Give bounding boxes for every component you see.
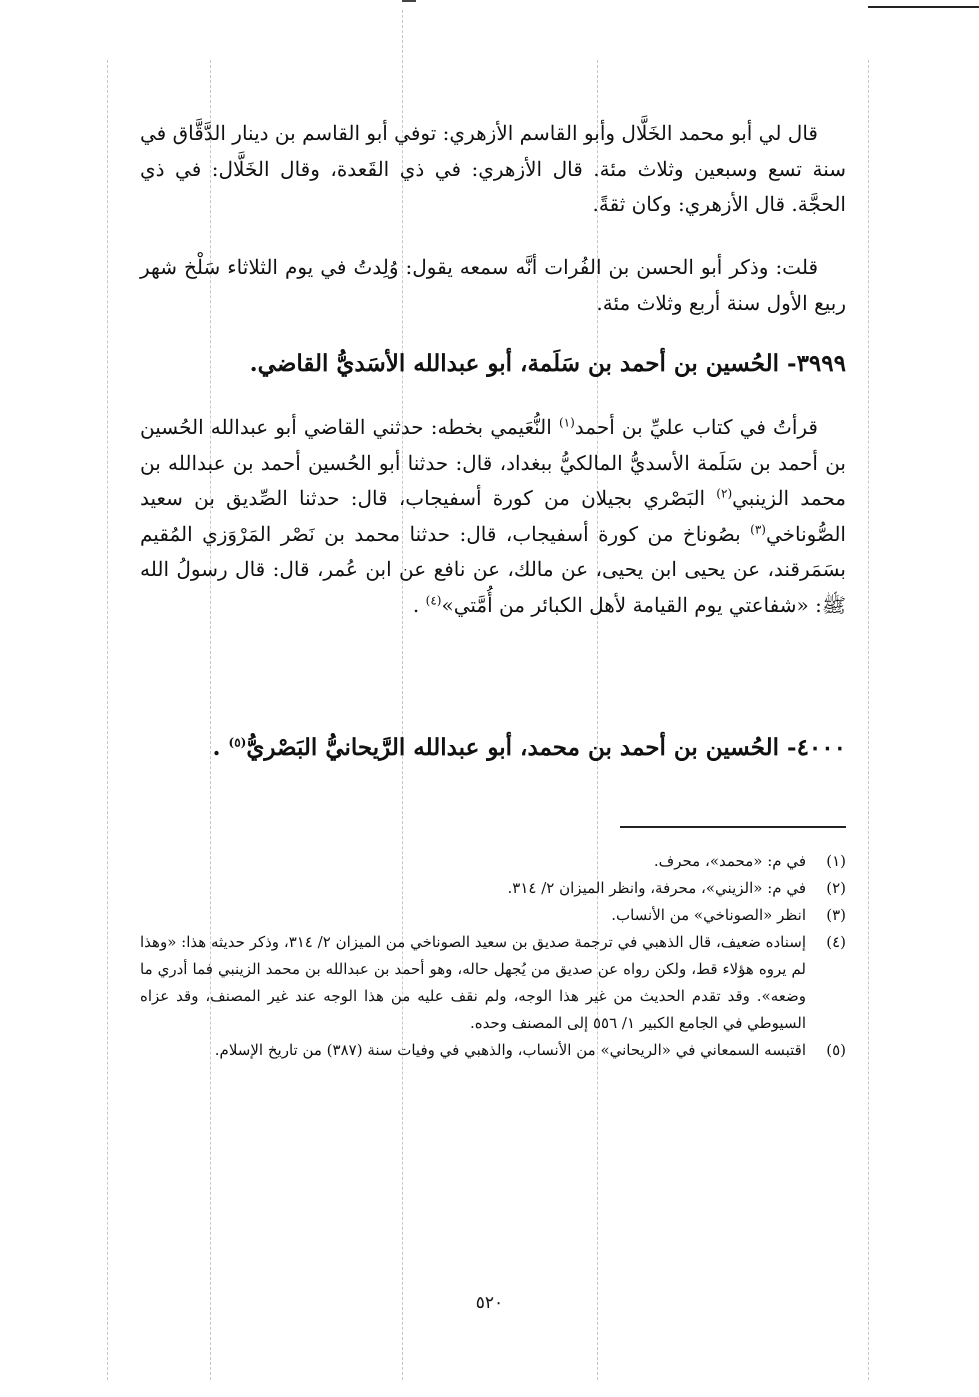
footnote-item xyxy=(140,902,846,929)
footnote-text: في م: «محمد»، محرف. xyxy=(653,852,806,870)
footnote-number: (٢) xyxy=(826,879,846,897)
entry-body-3999 xyxy=(140,410,846,623)
footnote-number: (١) xyxy=(826,852,846,870)
footnote-number: (٣) xyxy=(826,906,846,924)
scan-guide-line xyxy=(107,60,108,1380)
footnote-item xyxy=(140,1037,846,1064)
top-rule xyxy=(868,6,979,8)
footnote-number: (٥) xyxy=(826,1041,846,1059)
paragraph-birth-date: قلت: وذكر أبو الحسن بن الفُرات أنَّه سمعه يقول: وُلِدتُ في يوم الثلاثاء سَلْخ شهر ربيع الأول سنة أربع وثلاث مئة. xyxy=(140,255,846,315)
entry-text-segment: النُّعَيمي بخطه: حدثني القاضي أبو عبدالله الحُسين بن أحمد بن سَلَمة الأسديُّ المالكيُّ ببغداد، قال: حدثنا أبو الحُسين أحمد بن عبدالله بن محمد الزينبي xyxy=(140,415,846,510)
scan-mark xyxy=(402,0,416,2)
footnote-item xyxy=(140,848,846,875)
footnotes xyxy=(140,848,846,1064)
entry-text-segment: بصُوناخ من كورة أسفيجاب، قال: حدثنا محمد بن نَصْر المَرْوَزي المُقيم بسَمَرقند، عن يحيى ابن يحيى، عن مالك، عن نافع عن ابن عُمر، قال: قال رسولُ الله ﷺ: «شفاعتي يوم القيامة لأهل الكبائر من أُمَّتي» xyxy=(140,521,846,617)
footnote-number: (٤) xyxy=(826,933,846,951)
footnote-text: إسناده ضعيف، قال الذهبي في ترجمة صديق بن سعيد الصوناخي من الميزان ٢/ ٣١٤، وذكر حديثه هذا: «وهذا لم يروه هؤلاء قط، ولكن رواه عن صديق من يُجهل حاله، وهو أحمد بن عبدالله بن محمد الزينبي فما أدري ما وضعه». وقد تقدم الحديث من غير هذا الوجه، ولم نقف عليه من هذا الوجه عند غير المصنف، وقد عزاه السيوطي في الجامع الكبير ١/ ٥٥٦ إلى المصنف وحده. xyxy=(140,933,806,1032)
footnote-ref-1: (١) xyxy=(558,415,575,430)
footnote-text: اقتبسه السمعاني في «الريحاني» من الأنساب، والذهبي في وفيات سنة (٣٨٧) من تاريخ الإسلام. xyxy=(214,1041,806,1059)
page-number: ٥٢٠ xyxy=(475,1293,504,1313)
footnote-ref-3: (٣) xyxy=(750,521,766,536)
entry-text-segment: البَصْري بجيلان من كورة أسفيجاب، قال: حدثنا الصِّديق بن سعيد الصُّوناخي xyxy=(140,486,846,546)
footnote-ref-4: (٤) xyxy=(425,592,442,607)
scan-guide-line xyxy=(868,60,869,1380)
entry-heading-text: ٤٠٠٠- الحُسين بن أحمد بن محمد، أبو عبدالله الرَّيحانيُّ البَصْريُّ xyxy=(246,734,846,761)
footnote-text: انظر «الصوناخي» من الأنساب. xyxy=(611,906,806,924)
footnote-item xyxy=(140,929,846,1037)
paragraph-death-date: قال لي أبو محمد الخَلَّال وأبو القاسم الأزهري: توفي أبو القاسم بن دينار الدَّقَّاق في سنة تسع وسبعين وثلاث مئة. قال الأزهري: في ذي القَعدة، وقال الخَلَّال: في ذي الحجَّة. قال الأزهري: وكان ثقةً. xyxy=(140,121,846,216)
entry-text-segment: . xyxy=(412,592,426,617)
entry-text-segment: قرأتُ في كتاب عليِّ بن أحمد xyxy=(574,415,818,439)
entry-heading-3999: ٣٩٩٩- الحُسين بن أحمد بن سَلَمة، أبو عبدالله الأسَديُّ القاضي. xyxy=(249,350,846,377)
footnote-separator xyxy=(620,826,846,828)
footnote-item xyxy=(140,875,846,902)
footnote-ref-2: (٢) xyxy=(716,486,733,501)
footnote-text: في م: «الزيني»، محرفة، وانظر الميزان ٢/ ٣١٤. xyxy=(507,879,806,897)
entry-heading-4000 xyxy=(140,724,846,772)
entry-heading-tail: . xyxy=(212,734,229,761)
footnote-ref-5: (٥) xyxy=(228,735,247,750)
